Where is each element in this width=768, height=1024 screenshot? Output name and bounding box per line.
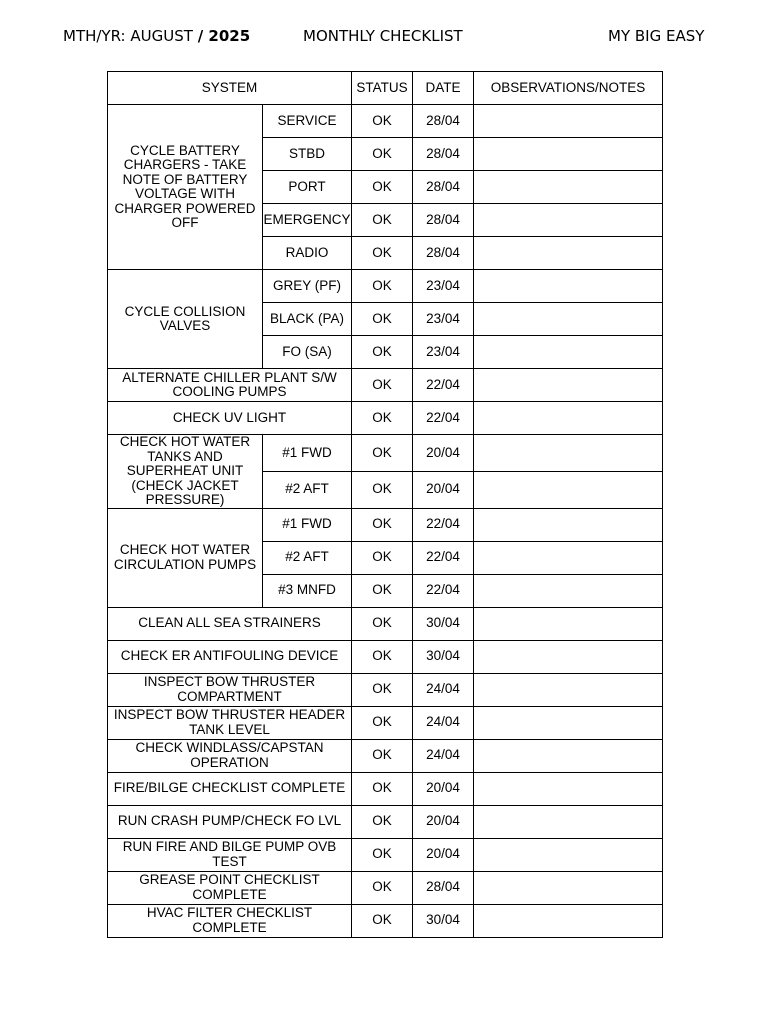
status-cell: OK [352,204,413,237]
notes-cell[interactable] [474,270,663,303]
notes-cell[interactable] [474,607,663,640]
system-cell: RUN FIRE AND BILGE PUMP OVB TEST [108,838,352,871]
status-cell: OK [352,673,413,706]
subsystem-cell: BLACK (PA) [263,303,352,336]
date-cell: 28/04 [413,204,474,237]
subsystem-cell: RADIO [263,237,352,270]
table-row [108,508,663,541]
status-cell: OK [352,336,413,369]
notes-cell[interactable] [474,871,663,904]
notes-cell[interactable] [474,204,663,237]
system-cell: CHECK HOT WATER TANKS AND SUPERHEAT UNIT (CHECK JACKET PRESSURE) [108,435,263,509]
subsystem-cell: SERVICE [263,105,352,138]
date-cell: 28/04 [413,105,474,138]
table-row [108,838,663,871]
notes-cell[interactable] [474,541,663,574]
subsystem-cell: FO (SA) [263,336,352,369]
table-row [108,739,663,772]
notes-cell[interactable] [474,471,663,508]
status-cell: OK [352,904,413,937]
system-cell: FIRE/BILGE CHECKLIST COMPLETE [108,772,352,805]
notes-cell[interactable] [474,904,663,937]
status-cell: OK [352,105,413,138]
status-cell: OK [352,607,413,640]
status-cell: OK [352,640,413,673]
monthly-checklist-table [107,71,663,938]
column-header-notes: OBSERVATIONS/NOTES [474,72,663,105]
date-cell: 22/04 [413,574,474,607]
status-cell: OK [352,138,413,171]
subsystem-cell: #2 AFT [263,541,352,574]
system-cell: GREASE POINT CHECKLIST COMPLETE [108,871,352,904]
date-cell: 23/04 [413,336,474,369]
date-cell: 30/04 [413,904,474,937]
status-cell: OK [352,471,413,508]
table-row [108,772,663,805]
status-cell: OK [352,508,413,541]
header-row [108,72,663,105]
subsystem-cell: #2 AFT [263,471,352,508]
notes-cell[interactable] [474,402,663,435]
table-row [108,270,663,303]
status-cell: OK [352,805,413,838]
date-cell: 30/04 [413,607,474,640]
status-cell: OK [352,574,413,607]
subsystem-cell: EMERGENCY [263,204,352,237]
notes-cell[interactable] [474,838,663,871]
date-cell: 24/04 [413,739,474,772]
table-row [108,871,663,904]
notes-cell[interactable] [474,805,663,838]
date-cell: 22/04 [413,402,474,435]
status-cell: OK [352,171,413,204]
system-cell: CHECK HOT WATER CIRCULATION PUMPS [108,508,263,607]
table-row [108,904,663,937]
date-cell: 24/04 [413,673,474,706]
system-cell: CYCLE COLLISION VALVES [108,270,263,369]
table-row [108,805,663,838]
subsystem-cell: STBD [263,138,352,171]
system-cell: CHECK ER ANTIFOULING DEVICE [108,640,352,673]
table-row [108,640,663,673]
column-header-status: STATUS [352,72,413,105]
system-cell: INSPECT BOW THRUSTER HEADER TANK LEVEL [108,706,352,739]
notes-cell[interactable] [474,640,663,673]
notes-cell[interactable] [474,508,663,541]
notes-cell[interactable] [474,435,663,472]
status-cell: OK [352,772,413,805]
status-cell: OK [352,739,413,772]
subsystem-cell: #1 FWD [263,435,352,472]
table-row [108,673,663,706]
date-cell: 23/04 [413,270,474,303]
checklist-body [108,105,663,938]
status-cell: OK [352,706,413,739]
subsystem-cell: #1 FWD [263,508,352,541]
notes-cell[interactable] [474,574,663,607]
system-cell: CYCLE BATTERY CHARGERS - TAKE NOTE OF BATTERY VOLTAGE WITH CHARGER POWERED OFF [108,105,263,270]
date-cell: 22/04 [413,508,474,541]
status-cell: OK [352,237,413,270]
column-header-system: SYSTEM [108,72,352,105]
date-cell: 22/04 [413,369,474,402]
year-text: / 2025 [197,27,251,45]
date-cell: 28/04 [413,871,474,904]
system-cell: HVAC FILTER CHECKLIST COMPLETE [108,904,352,937]
system-cell: CHECK WINDLASS/CAPSTAN OPERATION [108,739,352,772]
month-year-text: MTH/YR: AUGUST [63,27,198,45]
table-row [108,402,663,435]
column-header-date: DATE [413,72,474,105]
date-cell: 20/04 [413,471,474,508]
notes-cell[interactable] [474,171,663,204]
system-cell: INSPECT BOW THRUSTER COMPARTMENT [108,673,352,706]
notes-cell[interactable] [474,706,663,739]
date-cell: 20/04 [413,435,474,472]
notes-cell[interactable] [474,138,663,171]
system-cell: RUN CRASH PUMP/CHECK FO LVL [108,805,352,838]
date-cell: 30/04 [413,640,474,673]
system-cell: CLEAN ALL SEA STRAINERS [108,607,352,640]
notes-cell[interactable] [474,303,663,336]
notes-cell[interactable] [474,673,663,706]
status-cell: OK [352,270,413,303]
notes-cell[interactable] [474,105,663,138]
system-cell: ALTERNATE CHILLER PLANT S/W COOLING PUMPS [108,369,352,402]
subsystem-cell: GREY (PF) [263,270,352,303]
notes-cell[interactable] [474,772,663,805]
date-cell: 20/04 [413,772,474,805]
status-cell: OK [352,402,413,435]
table-row [108,435,663,472]
table-row [108,105,663,138]
date-cell: 24/04 [413,706,474,739]
notes-cell[interactable] [474,336,663,369]
date-cell: 23/04 [413,303,474,336]
status-cell: OK [352,838,413,871]
date-cell: 22/04 [413,541,474,574]
notes-cell[interactable] [474,739,663,772]
vessel-name: MY BIG EASY [608,27,705,45]
status-cell: OK [352,435,413,472]
notes-cell[interactable] [474,369,663,402]
page-title: MONTHLY CHECKLIST [303,27,463,45]
status-cell: OK [352,369,413,402]
status-cell: OK [352,541,413,574]
date-cell: 20/04 [413,805,474,838]
date-cell: 28/04 [413,171,474,204]
notes-cell[interactable] [474,237,663,270]
table-row [108,369,663,402]
system-cell: CHECK UV LIGHT [108,402,352,435]
date-cell: 28/04 [413,138,474,171]
date-cell: 28/04 [413,237,474,270]
status-cell: OK [352,871,413,904]
subsystem-cell: PORT [263,171,352,204]
table-row [108,706,663,739]
status-cell: OK [352,303,413,336]
subsystem-cell: #3 MNFD [263,574,352,607]
month-year-label [63,26,250,46]
date-cell: 20/04 [413,838,474,871]
table-row [108,607,663,640]
